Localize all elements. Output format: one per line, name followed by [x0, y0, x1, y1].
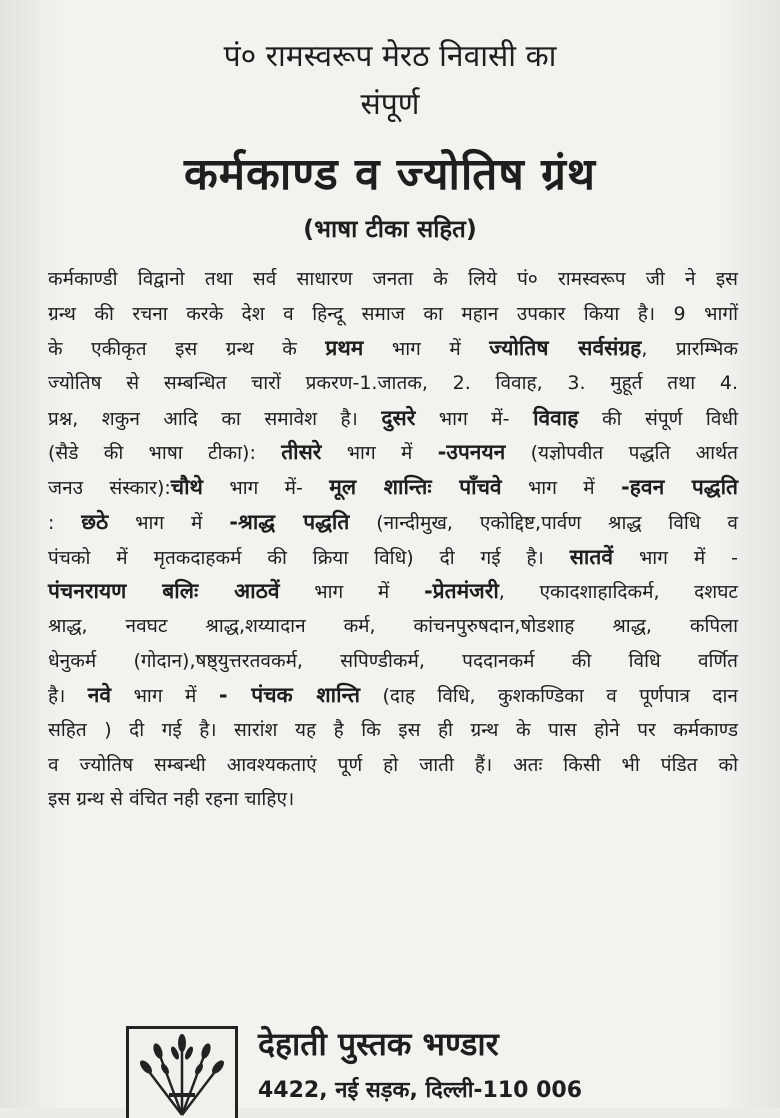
text-segment: इस ग्रन्थ से वंचित नही रहना चाहिए। — [48, 788, 295, 811]
text-segment: (यज्ञोपवीत पद्धति आर्थत — [505, 442, 738, 465]
text-segment: सहित ) दी गई है। सारांश यह है कि इस ही ग्रन्थ के पास होने पर कर्मकाण्ड — [48, 718, 738, 741]
text-segment: ज्योतिष से सम्बन्धित चारों प्रकरण-1.जातक, 2. विवाह, 3. मुहूर्त तथा 4. — [48, 372, 738, 395]
bold-term: सातवें — [569, 544, 614, 569]
text-line — [48, 470, 738, 505]
text-segment: भाग में — [501, 477, 622, 500]
complete-line: संपूर्ण — [360, 87, 420, 122]
bold-term: -श्राद्ध पद्धति — [229, 509, 350, 534]
text-line — [48, 782, 738, 817]
text-segment: भाग में- — [415, 407, 534, 430]
publisher-address: 4422, नई सड़क, दिल्ली-110 006 — [258, 1078, 583, 1103]
book-title: कर्मकाण्ड व ज्योतिष ग्रंथ — [183, 149, 597, 200]
text-segment: भाग में - — [613, 546, 738, 569]
wheat-sheaf-icon — [129, 1029, 235, 1118]
text-segment: : — [48, 511, 82, 534]
text-segment: (सैडे की भाषा टीका): — [48, 442, 282, 465]
bold-term: प्रथम — [325, 336, 364, 361]
text-line — [48, 748, 738, 783]
text-line — [48, 401, 738, 436]
bold-term: - पंचक शान्ति — [218, 683, 360, 708]
bold-term: पंचनरायण बलिः आठवें — [48, 579, 280, 604]
text-segment: है। — [48, 685, 88, 708]
text-segment: धेनुकर्म (गोदान),षष्ठ्युत्तरतवकर्म, सपिण्डीकर्म, पददानकर्म की विधि वर्णित — [48, 649, 738, 672]
text-segment: की संपूर्ण विधी — [578, 407, 739, 430]
text-segment: , प्रारम्भिक — [641, 338, 738, 361]
text-segment: कर्मकाण्डी विद्वानो तथा सर्व साधारण जनता के लिये पं० रामस्वरूप जी ने इस — [48, 268, 738, 290]
bold-term: नवे — [87, 683, 112, 708]
text-line — [48, 505, 738, 540]
bold-term: मूल शान्तिः पाँचवे — [329, 475, 502, 500]
publisher-logo — [126, 1026, 238, 1118]
text-segment: , एकादशाहादिकर्म, दशघट — [498, 581, 738, 604]
bold-term: दुसरे — [381, 405, 416, 430]
text-segment: जनउ संस्कार): — [48, 477, 171, 500]
bold-term: -उपनयन — [437, 440, 506, 465]
bold-term: तीसरे — [281, 440, 322, 465]
bold-term: ज्योतिष सर्वसंग्रह — [489, 336, 642, 361]
text-line — [48, 366, 738, 401]
text-segment: भाग में — [279, 581, 424, 604]
text-line — [48, 609, 738, 644]
bold-term: विवाह — [533, 405, 579, 430]
text-segment: भाग में — [108, 511, 230, 534]
book-subtitle: (भाषा टीका सहित) — [303, 215, 477, 243]
text-segment: पंचको में मृतकदाहकर्म की क्रिया विधि) दी गई है। — [48, 546, 570, 569]
bold-term: छठे — [81, 509, 109, 534]
text-segment: ग्रन्थ की रचना करके देश व हिन्दू समाज का महान उपकार किया है। 9 भागों — [48, 302, 738, 325]
text-line — [48, 574, 738, 609]
text-line — [48, 678, 738, 713]
bold-term: -हवन पद्धति — [621, 475, 738, 500]
bold-term: -प्रेतमंजरी — [423, 579, 499, 604]
text-segment: के एकीकृत इस ग्रन्थ के — [48, 338, 326, 361]
text-segment: श्राद्ध, नवघट श्राद्ध,शय्यादान कर्म, कांचनपुरुषदान,षोडशाह श्राद्ध, कपिला — [48, 614, 738, 637]
publisher-name: देहाती पुस्तक भण्डार — [258, 1025, 499, 1063]
text-segment: भाग में- — [202, 477, 330, 500]
text-segment: (दाह विधि, कुशकण्डिका व पूर्णपात्र दान — [360, 685, 738, 708]
text-line — [48, 713, 738, 748]
text-segment: भाग में — [363, 338, 490, 361]
text-segment: भाग में — [321, 442, 438, 465]
text-line — [48, 262, 738, 297]
text-segment: (नान्दीमुख, एकोद्दिष्ट,पार्वण श्राद्ध विधि व — [349, 511, 738, 534]
bold-term: चौथे — [170, 475, 203, 500]
text-line — [48, 540, 738, 575]
text-segment: भाग में — [111, 685, 219, 708]
text-line — [48, 297, 738, 332]
text-segment: प्रश्न, शकुन आदि का समावेश है। — [48, 407, 382, 430]
text-line — [48, 331, 738, 366]
description-paragraph — [48, 262, 738, 817]
text-line — [48, 435, 738, 470]
publisher-footer — [0, 1010, 780, 1108]
text-line — [48, 644, 738, 679]
text-segment: व ज्योतिष सम्बन्धी आवश्यकताएं पूर्ण हो जाती हैं। अतः किसी भी पंडित को — [48, 753, 738, 776]
author-line: पं० रामस्वरूप मेरठ निवासी का — [223, 39, 557, 74]
